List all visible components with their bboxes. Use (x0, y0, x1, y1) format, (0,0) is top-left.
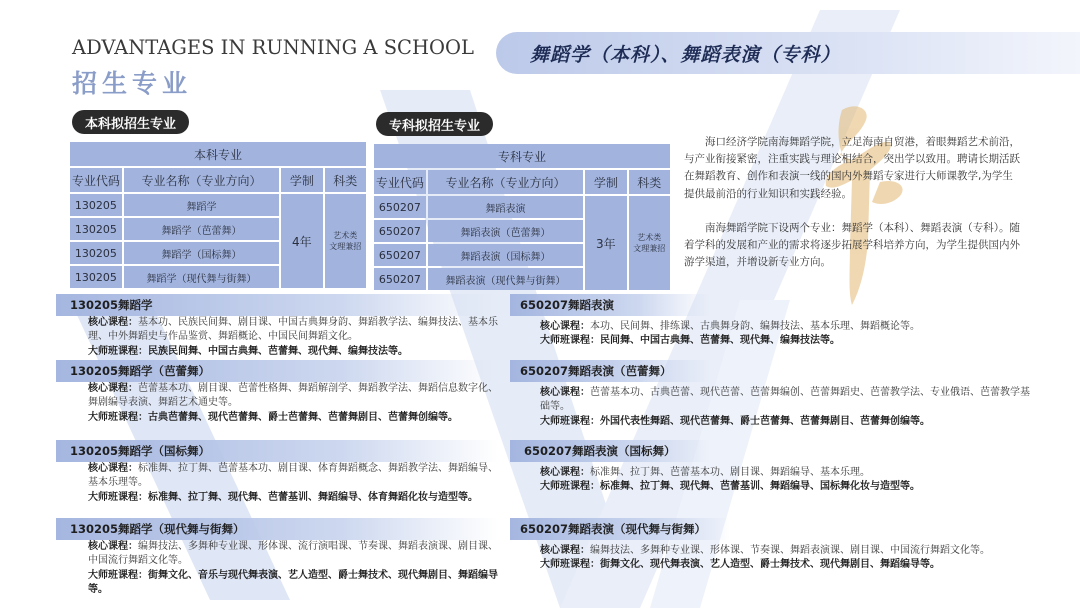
column-header-code: 专业代码 (70, 168, 122, 192)
column-header-category: 科类 (325, 168, 366, 192)
intro-paragraph-1: 海口经济学院南海舞蹈学院，立足海南自贸港，着眼舞蹈艺术前沿，与产业衔接紧密，注重实践与理论相结合，突出学以致用。聘请长期活跃在舞蹈教育、创作和表演一线的国内外舞蹈专家进行大师课教学,为学生提供最前沿的行业知识和实践经验。 (684, 136, 1020, 200)
master-courses: 大师班课程：街舞文化、现代舞表演、艺人造型、爵士舞技术、现代舞剧目、舞蹈编导等。 (540, 559, 940, 571)
section-title: 130205舞蹈学（国标舞） (56, 440, 498, 462)
core-courses: 核心课程：编舞技法、多舞种专业课、形体课、节奏课、舞蹈表演课、剧目课、中国流行舞蹈文化等。 (540, 545, 990, 556)
college-table (372, 142, 672, 292)
column-header-duration: 学制 (585, 170, 626, 194)
master-courses: 大师班课程：标准舞、拉丁舞、现代舞、芭蕾基训、舞蹈编导、体育舞蹈化妆与造型等。 (88, 491, 478, 503)
row-name: 舞蹈学（国标舞） (124, 242, 279, 264)
undergrad-pill: 本科拟招生专业 (72, 110, 189, 134)
core-courses: 核心课程：基本功、民族民间舞、剧目课、中国古典舞身韵、舞蹈教学法、编舞技法、基本乐理、中外舞蹈史与作品鉴赏、舞蹈概论、中国民间舞蹈文化。 (88, 317, 498, 343)
core-courses: 核心课程：标准舞、拉丁舞、芭蕾基本功、剧目课、体育舞蹈概念、舞蹈教学法、舞蹈编导、基本乐理等。 (88, 463, 498, 489)
course-section (56, 440, 498, 505)
chinese-title: 招生专业 (72, 69, 193, 98)
course-section (510, 518, 1030, 573)
column-header-duration: 学制 (281, 168, 322, 192)
table-row (70, 194, 366, 216)
course-section (510, 294, 1030, 349)
row-name: 舞蹈学 (124, 194, 279, 216)
row-code: 650207 (374, 244, 426, 266)
category-cell: 艺术类 文理兼招 (325, 194, 366, 288)
title-banner (496, 32, 1080, 74)
section-title: 650207舞蹈表演（国标舞） (510, 440, 710, 462)
master-courses: 大师班课程：民间舞、中国古典舞、芭蕾舞、现代舞、编舞技法等。 (540, 335, 840, 347)
row-name: 舞蹈表演 (428, 196, 583, 218)
row-name: 舞蹈表演（国标舞） (428, 244, 583, 266)
master-courses: 大师班课程：外国代表性舞蹈、现代芭蕾舞、爵士芭蕾舞、芭蕾舞剧目、芭蕾舞创编等。 (540, 415, 930, 427)
section-title: 650207舞蹈表演（芭蕾舞） (510, 360, 710, 382)
row-name: 舞蹈学（现代舞与街舞） (124, 266, 279, 288)
undergrad-table-title: 本科专业 (70, 142, 366, 166)
row-code: 130205 (70, 242, 122, 264)
section-title: 130205舞蹈学 (56, 294, 498, 316)
college-table-title: 专科专业 (374, 144, 670, 168)
core-courses: 核心课程：编舞技法、多舞种专业课、形体课、流行演唱课、节奏课、舞蹈表演课、剧目课、中国流行舞蹈文化等。 (88, 541, 498, 567)
section-title: 650207舞蹈表演（现代舞与街舞） (510, 518, 730, 540)
course-section (56, 294, 498, 359)
row-code: 650207 (374, 196, 426, 218)
college-pill: 专科拟招生专业 (376, 112, 493, 136)
row-code: 130205 (70, 194, 122, 216)
row-code: 130205 (70, 266, 122, 288)
duration-cell: 4年 (281, 194, 322, 288)
column-header-name: 专业名称（专业方向） (428, 170, 583, 194)
english-title: ADVANTAGES IN RUNNING A SCHOOL (72, 36, 474, 59)
course-section (56, 360, 498, 425)
master-courses: 大师班课程：民族民间舞、中国古典舞、芭蕾舞、现代舞、编舞技法等。 (88, 345, 408, 357)
master-courses: 大师班课程：标准舞、拉丁舞、现代舞、芭蕾基训、舞蹈编导、国标舞化妆与造型等。 (540, 481, 920, 493)
course-section (510, 440, 1030, 495)
intro-paragraph-2: 南海舞蹈学院下设两个专业：舞蹈学（本科）、舞蹈表演（专科）。随着学科的发展和产业的需求将逐步拓展学科培养方向，为学生提供国内外游学渠道，并增设新专业方向。 (684, 222, 1020, 269)
master-courses: 大师班课程：街舞文化、音乐与现代舞表演、艺人造型、爵士舞技术、现代舞剧目、舞蹈编导等。 (88, 569, 498, 596)
section-title: 650207舞蹈表演 (510, 294, 710, 316)
table-row (374, 196, 670, 218)
course-section (56, 518, 498, 598)
section-title: 130205舞蹈学（芭蕾舞） (56, 360, 498, 382)
core-courses: 核心课程：芭蕾基本功、剧目课、芭蕾性格舞、舞蹈解剖学、舞蹈教学法、舞蹈信息数字化、舞剧编导表演、舞蹈艺术通史等。 (88, 383, 498, 409)
core-courses: 核心课程：本功、民间舞、排练课、古典舞身韵、编舞技法、基本乐理、舞蹈概论等。 (540, 321, 920, 332)
column-header-code: 专业代码 (374, 170, 426, 194)
row-name: 舞蹈表演（现代舞与街舞） (428, 268, 583, 290)
row-name: 舞蹈表演（芭蕾舞） (428, 220, 583, 242)
undergrad-table (68, 140, 368, 290)
row-code: 650207 (374, 268, 426, 290)
column-header-name: 专业名称（专业方向） (124, 168, 279, 192)
core-courses: 核心课程：标准舞、拉丁舞、芭蕾基本功、剧目课、舞蹈编导、基本乐理。 (540, 467, 870, 478)
banner-text: 舞蹈学（本科）、舞蹈表演（专科） (530, 44, 841, 66)
row-code: 130205 (70, 218, 122, 240)
duration-cell: 3年 (585, 196, 626, 290)
category-cell: 艺术类 文理兼招 (629, 196, 670, 290)
section-title: 130205舞蹈学（现代舞与街舞） (56, 518, 498, 540)
column-header-category: 科类 (629, 170, 670, 194)
row-code: 650207 (374, 220, 426, 242)
course-section (510, 360, 1030, 429)
row-name: 舞蹈学（芭蕾舞） (124, 218, 279, 240)
master-courses: 大师班课程：古典芭蕾舞、现代芭蕾舞、爵士芭蕾舞、芭蕾舞剧目、芭蕾舞创编等。 (88, 411, 458, 423)
core-courses: 核心课程：芭蕾基本功、古典芭蕾、现代芭蕾、芭蕾舞编创、芭蕾舞蹈史、芭蕾教学法、专业俄语、芭蕾教学基础等。 (540, 387, 1030, 413)
